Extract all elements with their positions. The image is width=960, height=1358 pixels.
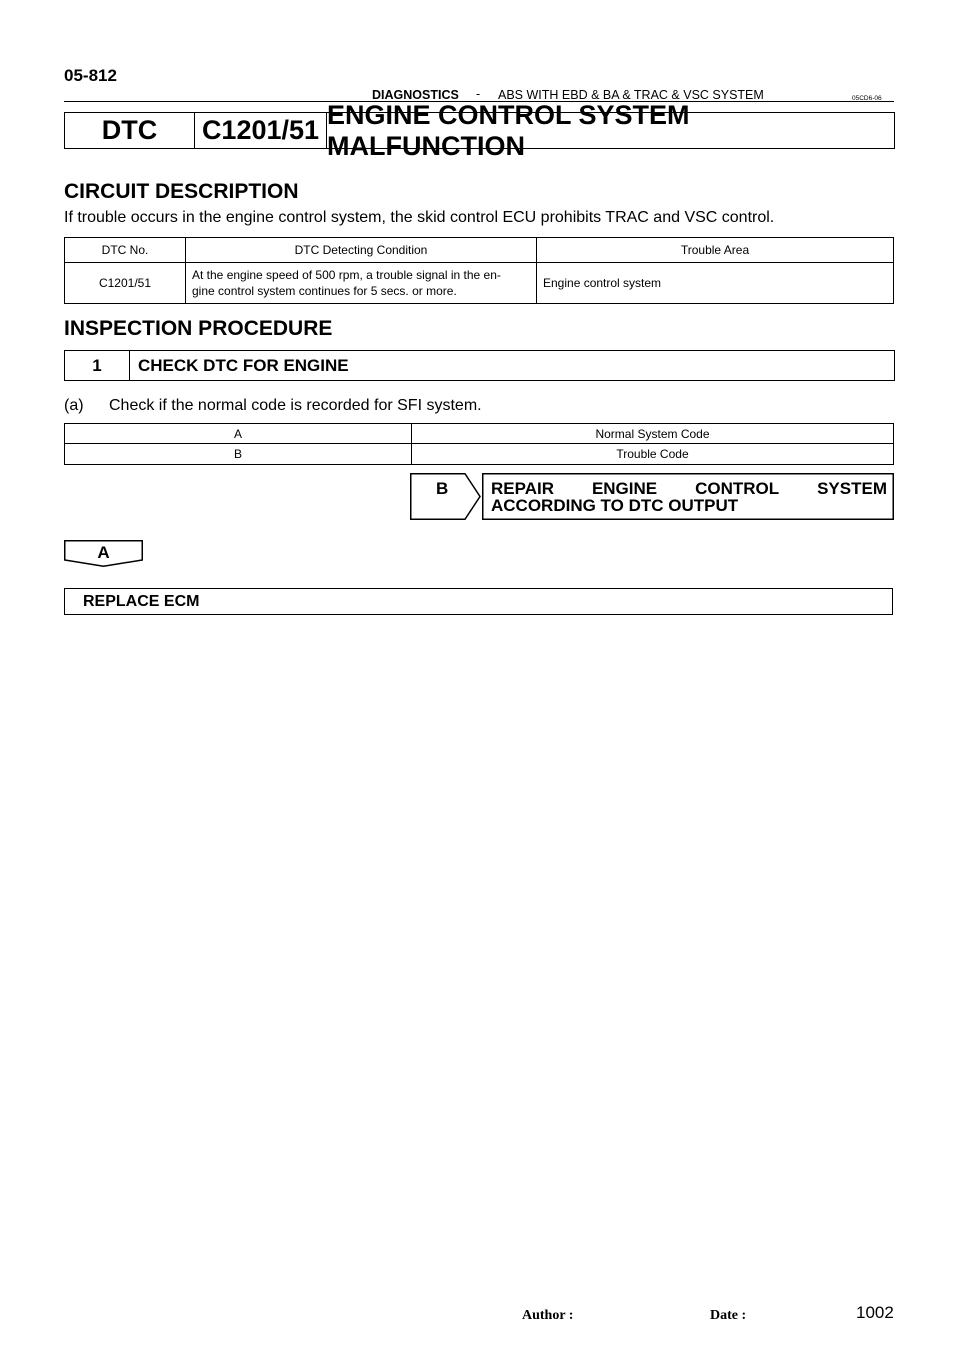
table-header-row bbox=[65, 238, 894, 263]
dtc-label: DTC bbox=[65, 113, 195, 148]
result-table bbox=[64, 423, 894, 465]
date-label: Date : bbox=[710, 1308, 747, 1323]
dtc-name: ENGINE CONTROL SYSTEM MALFUNCTION bbox=[327, 99, 690, 161]
page-number: 05-812 bbox=[64, 66, 117, 85]
dtc-title-box bbox=[64, 99, 895, 161]
step-box bbox=[64, 350, 895, 381]
branch-b bbox=[410, 473, 894, 520]
table-header-cell: DTC No. bbox=[65, 238, 186, 263]
circuit-description-text: If trouble occurs in the engine control system, the skid control ECU prohibits TRAC and VSC control. bbox=[64, 209, 775, 226]
branch-b-word: REPAIR bbox=[491, 479, 554, 498]
result-key: B bbox=[65, 444, 412, 465]
condition-line: At the engine speed of 500 rpm, a trouble signal in the en- bbox=[192, 268, 501, 282]
footer-page-number: 1002 bbox=[856, 1303, 894, 1322]
result-key: A bbox=[65, 424, 412, 444]
result-value: Trouble Code bbox=[412, 444, 894, 465]
instruction-text: Check if the normal code is recorded for SFI system. bbox=[109, 397, 482, 414]
branch-b-word: ENGINE bbox=[591, 479, 658, 498]
dtc-code: C1201/51 bbox=[195, 113, 327, 148]
table-row bbox=[65, 424, 894, 444]
branch-b-word: CONTROL bbox=[695, 479, 780, 498]
branch-b-word: SYSTEM bbox=[817, 479, 887, 498]
trouble-area-cell: Engine control system bbox=[537, 263, 894, 304]
branch-b-label: B bbox=[436, 479, 449, 498]
document-code: 05CD6-06 bbox=[852, 95, 882, 102]
table-header-cell: DTC Detecting Condition bbox=[186, 238, 537, 263]
header-section: DIAGNOSTICS bbox=[372, 88, 459, 102]
header-system-title: ABS WITH EBD & BA & TRAC & VSC SYSTEM bbox=[498, 88, 764, 102]
step-title: CHECK DTC FOR ENGINE bbox=[138, 355, 349, 375]
result-value: Normal System Code bbox=[412, 424, 894, 444]
branch-b-action-line2: ACCORDING TO DTC OUTPUT bbox=[491, 496, 739, 515]
inspection-procedure-heading: INSPECTION PROCEDURE bbox=[64, 317, 333, 340]
author-label: Author : bbox=[522, 1308, 574, 1323]
branch-a bbox=[64, 540, 143, 567]
detecting-condition-cell bbox=[186, 263, 537, 304]
table-row bbox=[65, 263, 894, 304]
condition-line: gine control system continues for 5 secs. or more. bbox=[192, 284, 457, 298]
table-row bbox=[65, 444, 894, 465]
step-number: 1 bbox=[65, 351, 130, 380]
dtc-table bbox=[64, 237, 894, 304]
header-dash: - bbox=[476, 87, 481, 101]
branch-a-label: A bbox=[97, 543, 110, 562]
table-header-cell: Trouble Area bbox=[537, 238, 894, 263]
dtc-number-cell: C1201/51 bbox=[65, 263, 186, 304]
circuit-description-heading: CIRCUIT DESCRIPTION bbox=[64, 180, 299, 203]
instruction-marker: (a) bbox=[64, 397, 84, 414]
replace-ecm-box: REPLACE ECM bbox=[64, 588, 893, 615]
